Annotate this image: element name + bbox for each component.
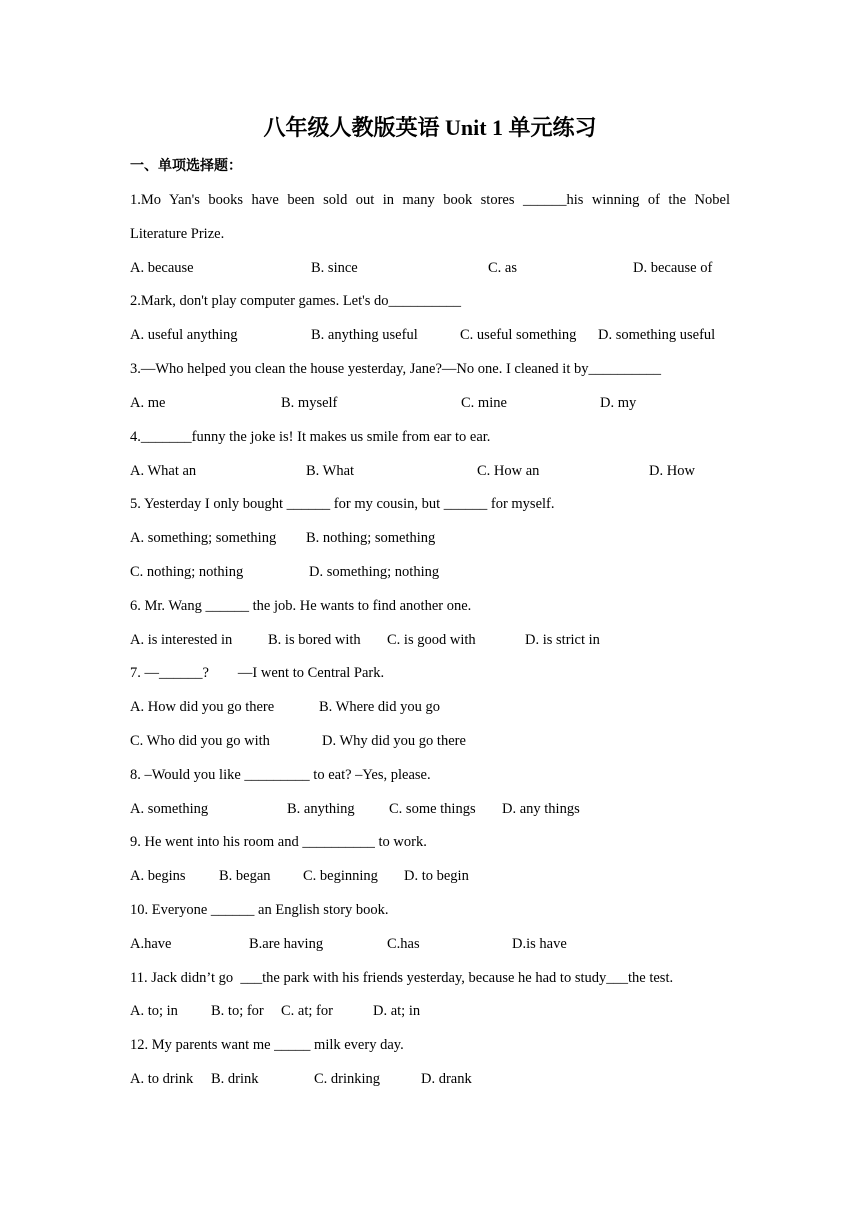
question-10-option-c: C.has [387, 936, 420, 952]
question-1-option-d: D. because of [633, 260, 713, 276]
question-1-option-a: A. because [130, 260, 194, 276]
question-10-option-b: B.are having [249, 936, 324, 952]
question-9-option-a: A. begins [130, 868, 186, 884]
question-7-option-a: A. How did you go there [130, 699, 275, 715]
question-12-option-b: B. drink [211, 1071, 259, 1087]
question-2-option-d: D. something useful [598, 327, 716, 343]
question-6-option-c: C. is good with [387, 632, 476, 648]
question-5-option-a: A. something; something [130, 530, 277, 546]
question-11-option-b: B. to; for [211, 1003, 264, 1019]
question-11-stem: 11. Jack didn’t go ___the park with his friends yesterday, because he had to study___the test. [130, 970, 674, 986]
question-3-option-c: C. mine [461, 395, 507, 411]
question-5-option-c: C. nothing; nothing [130, 564, 244, 580]
question-12-option-a: A. to drink [130, 1071, 194, 1087]
question-10-option-d: D.is have [512, 936, 567, 952]
question-4-option-a: A. What an [130, 463, 197, 479]
question-3-stem: 3.—Who helped you clean the house yesterday, Jane?—No one. I cleaned it by__________ [130, 361, 661, 377]
question-3-option-d: D. my [600, 395, 637, 411]
question-2-option-a: A. useful anything [130, 327, 238, 343]
question-4-stem: 4._______funny the joke is! It makes us smile from ear to ear. [130, 429, 491, 445]
section-heading: 一、单项选择题： [130, 158, 242, 174]
question-3-option-a: A. me [130, 395, 166, 411]
question-7-stem: 7. —______? —I went to Central Park. [130, 665, 385, 681]
question-4-option-d: D. How [649, 463, 695, 479]
question-1-option-b: B. since [311, 260, 358, 276]
question-9-stem: 9. He went into his room and __________ to work. [130, 834, 427, 850]
question-7-option-b: B. Where did you go [319, 699, 440, 715]
question-6-option-a: A. is interested in [130, 632, 233, 648]
question-6-option-b: B. is bored with [268, 632, 361, 648]
question-3-option-b: B. myself [281, 395, 338, 411]
question-12-stem: 12. My parents want me _____ milk every day. [130, 1037, 404, 1053]
question-8-option-d: D. any things [502, 801, 580, 817]
question-11-option-a: A. to; in [130, 1003, 178, 1019]
question-11-option-c: C. at; for [281, 1003, 333, 1019]
question-2-stem: 2.Mark, don't play computer games. Let's do__________ [130, 293, 462, 309]
question-10-stem: 10. Everyone ______ an English story book. [130, 902, 389, 918]
question-11-option-d: D. at; in [373, 1003, 421, 1019]
question-2-option-b: B. anything useful [311, 327, 418, 343]
question-10-option-a: A.have [130, 936, 172, 952]
question-2-option-c: C. useful something [460, 327, 577, 343]
question-12-option-d: D. drank [421, 1071, 472, 1087]
question-12-option-c: C. drinking [314, 1071, 381, 1087]
page-title: 八年级人教版英语 Unit 1 单元练习 [263, 115, 597, 140]
question-6-option-d: D. is strict in [525, 632, 600, 648]
question-9-option-d: D. to begin [404, 868, 469, 884]
question-4-option-b: B. What [306, 463, 355, 479]
question-9-option-b: B. began [219, 868, 271, 884]
question-8-option-a: A. something [130, 801, 209, 817]
question-8-option-c: C. some things [389, 801, 476, 817]
question-9-option-c: C. beginning [303, 868, 378, 884]
question-4-option-c: C. How an [477, 463, 540, 479]
question-5-stem: 5. Yesterday I only bought ______ for my cousin, but ______ for myself. [130, 496, 555, 512]
question-6-stem: 6. Mr. Wang ______ the job. He wants to find another one. [130, 598, 472, 614]
question-8-stem: 8. –Would you like _________ to eat? –Yes, please. [130, 767, 431, 783]
question-7-option-d: D. Why did you go there [322, 733, 466, 749]
question-1-option-c: C. as [488, 260, 517, 276]
question-5-option-d: D. something; nothing [309, 564, 440, 580]
question-1-stem-continued: Literature Prize. [130, 226, 225, 242]
question-7-option-c: C. Who did you go with [130, 733, 270, 749]
question-1-stem: 1.Mo Yan's books have been sold out in many book stores ______his winning of the Nobel [130, 192, 730, 208]
question-8-option-b: B. anything [287, 801, 355, 817]
question-5-option-b: B. nothing; something [306, 530, 436, 546]
